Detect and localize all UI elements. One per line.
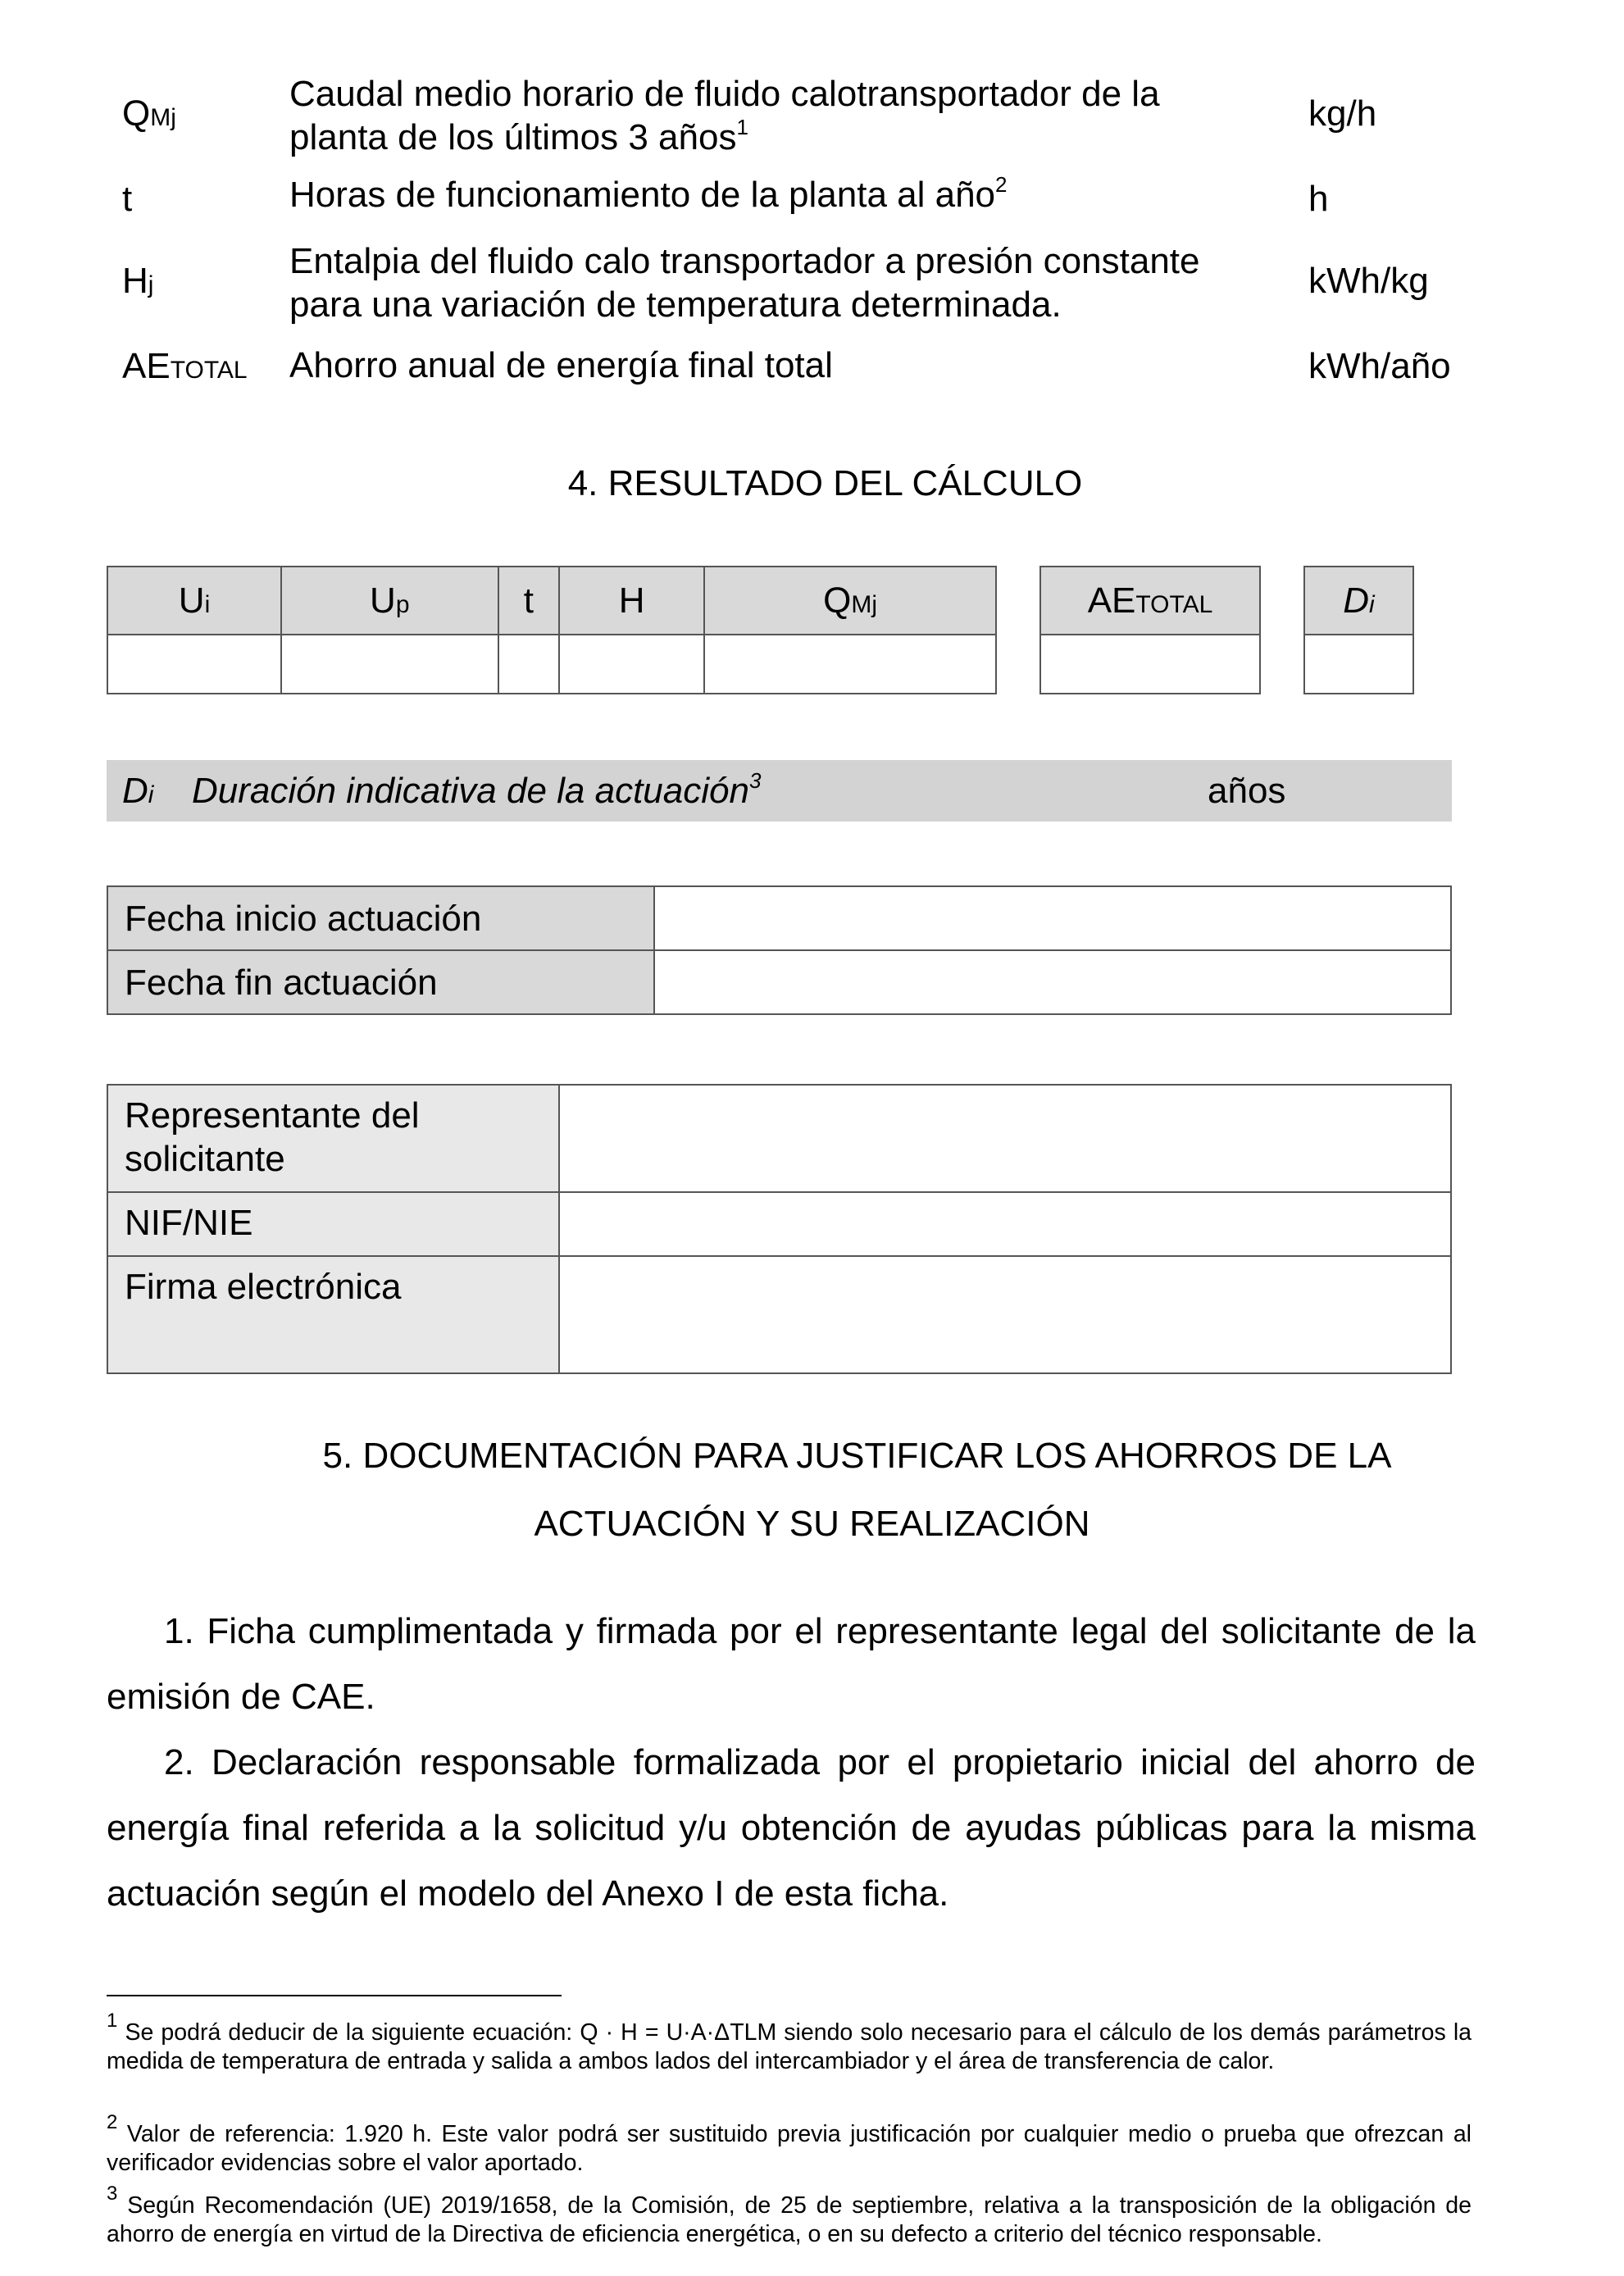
header-h: H <box>559 567 704 635</box>
variable-unit: kWh/kg <box>1308 261 1429 301</box>
dates-table <box>107 885 1452 1015</box>
duration-symbol: Di <box>122 771 154 811</box>
footnote-2: $^2$ Valor de referencia: 1.920 h. Este valor podrá ser sustituido previa justificación por cualquier medio o prueba que ofrezcan al verificador evidencias sobre el valor aportado. <box>107 2110 1472 2176</box>
section-4-heading: 4. RESULTADO DEL CÁLCULO <box>567 463 1083 503</box>
value-up-cell[interactable] <box>281 635 498 694</box>
value-h-cell[interactable] <box>559 635 704 694</box>
end-date-field[interactable] <box>654 950 1451 1014</box>
doc-item-1: 1. Ficha cumplimentada y firmada por el representante legal del solicitante de la emisión de CAE. <box>107 1611 1476 1717</box>
header-t: t <box>498 567 560 635</box>
duration-unit: años <box>1208 771 1286 811</box>
value-qmj-cell[interactable] <box>704 635 996 694</box>
variable-description: Ahorro anual de energía final total <box>289 345 833 385</box>
variable-unit: h <box>1308 179 1329 219</box>
nif-nie-field[interactable] <box>559 1192 1451 1256</box>
start-date-field[interactable] <box>654 886 1451 950</box>
header-ae-total: AETOTAL <box>1040 567 1260 635</box>
header-di: Di <box>1304 567 1413 635</box>
value-di-cell[interactable] <box>1304 635 1413 694</box>
representative-field[interactable] <box>559 1085 1451 1192</box>
header-up: Up <box>281 567 498 635</box>
ae-total-table <box>1039 566 1261 694</box>
footnote-3: $^3$ Según Recomendación (UE) 2019/1658, de la Comisión, de 25 de septiembre, relativa a la transposición de la obligación de ahorro de energía en virtud de la Directiva de eficiencia energética, o en su defecto a criterio del técnico responsable. <box>107 2182 1472 2247</box>
variable-symbol: AETOTAL <box>122 346 248 386</box>
variable-description: Caudal medio horario de fluido calotransportador de la planta de los últimos 3 años$^1$ <box>289 74 1160 157</box>
variable-description: Entalpia del fluido calo transportador a presión constante para una variación de temperatura determinada. <box>289 241 1200 325</box>
header-qmj: QMj <box>704 567 996 635</box>
variable-symbol: Hj <box>122 261 154 301</box>
electronic-signature-field[interactable] <box>559 1256 1451 1373</box>
variable-unit: kg/h <box>1308 93 1377 134</box>
section-5-heading-line1: 5. DOCUMENTACIÓN PARA JUSTIFICAR LOS AHORROS DE LA <box>322 1436 1392 1476</box>
header-ui: Ui <box>107 567 281 635</box>
variable-description: Horas de funcionamiento de la planta al año$^2$ <box>289 172 1008 215</box>
start-date-label: Fecha inicio actuación <box>107 886 654 950</box>
nif-nie-label: NIF/NIE <box>107 1192 559 1256</box>
value-ae-total-cell[interactable] <box>1040 635 1260 694</box>
footnote-separator <box>107 1995 562 1996</box>
footnote-1: $^1$ Se podrá deducir de la siguiente ecuación: Q · H = U·A·ΔTLM siendo solo necesario para el cálculo de los demás parámetros la medida de temperatura de entrada y salida a ambos lados del intercambiador y el área de transferencia de calor. <box>107 2009 1472 2074</box>
end-date-label: Fecha fin actuación <box>107 950 654 1014</box>
electronic-signature-label: Firma electrónica <box>107 1256 559 1373</box>
value-t-cell[interactable] <box>498 635 560 694</box>
variable-symbol: t <box>122 179 133 219</box>
duration-label: Duración indicativa de la actuación$^3$ <box>192 768 762 811</box>
section-5-heading-line2: ACTUACIÓN Y SU REALIZACIÓN <box>534 1504 1090 1544</box>
calculation-table <box>107 566 997 694</box>
variable-unit: kWh/año <box>1308 346 1451 386</box>
variable-symbol: QMj <box>122 93 176 134</box>
duration-table <box>1303 566 1414 694</box>
signature-table <box>107 1084 1452 1374</box>
representative-label: Representante del solicitante <box>107 1085 559 1192</box>
doc-item-2: 2. Declaración responsable formalizada por el propietario inicial del ahorro de energía final referida a la solicitud y/u obtención de ayudas públicas para la misma actuación según el modelo del Anexo I de esta ficha. <box>107 1742 1476 1914</box>
value-ui-cell[interactable] <box>107 635 281 694</box>
